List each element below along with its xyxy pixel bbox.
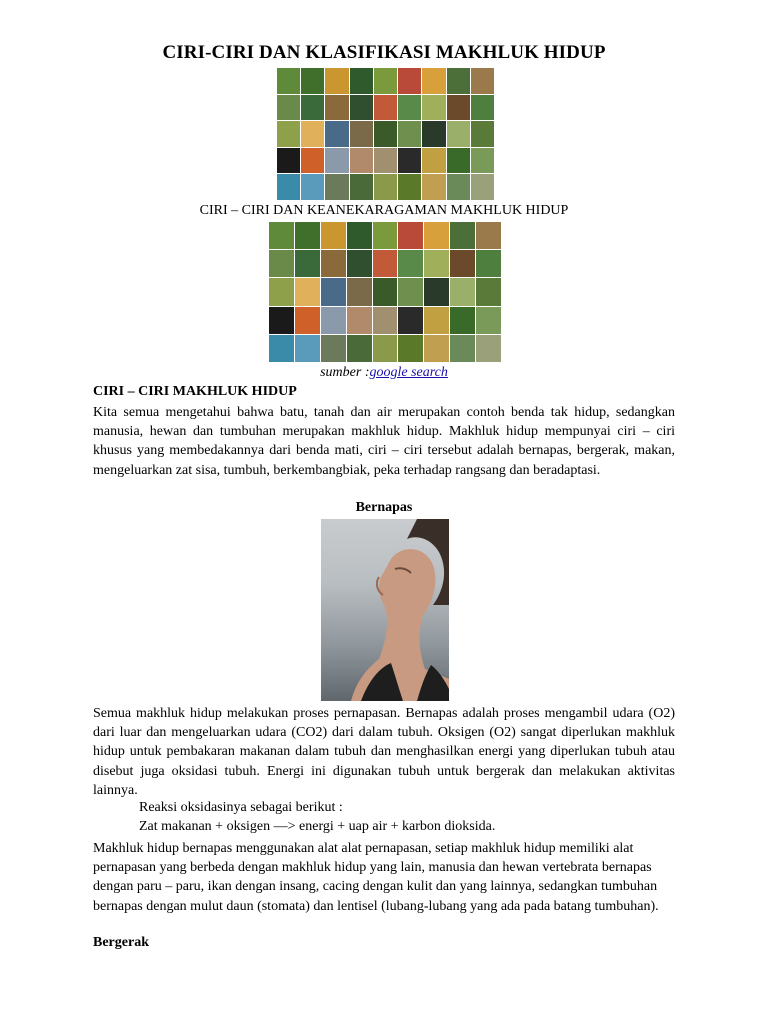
google-search-link[interactable]: google search (369, 365, 448, 380)
breathing-woman-illustration (321, 519, 449, 701)
reaction-intro: Reaksi oksidasinya sebagai berikut : (139, 800, 343, 815)
biodiversity-collage-image (277, 68, 494, 200)
document-title: CIRI-CIRI DAN KLASIFIKASI MAKHLUK HIDUP (162, 42, 606, 63)
source-prefix: sumber : (320, 365, 370, 380)
reaction-formula: Zat makanan + oksigen —> energi + uap air + karbon dioksida. (139, 819, 496, 834)
breathing-woman-photo (321, 519, 449, 701)
bernapas-paragraph: Semua makhluk hidup melakukan proses pernapasan. Bernapas adalah proses mengambil udara (O2) dari luar dan mengeluarkan udara (CO2) dari dalam tubuh. Oksigen (O2) sangat diperlukan makhluk hidup untuk pembakaran makanan dalam tubuh dan menghasilkan energi yang diperlukan tubuh atau disebut juga oksidasi tubuh. Energi ini digunakan tubuh untuk bergerak dan melakukan aktivitas lainnya. (93, 706, 675, 798)
image-source-caption (93, 365, 675, 381)
biodiversity-collage-image-2 (269, 222, 501, 362)
section-heading-bernapas: Bernapas (355, 500, 413, 515)
section-ciri-paragraph: Kita semua mengetahui bahwa batu, tanah dan air merupakan contoh benda tak hidup, sedangkan manusia, hewan dan tumbuhan merupakan makhluk hidup. Makhluk hidup mempunyai ciri – ciri khusus yang membedakannya dari benda mati, ciri – ciri tersebut adalah bernapas, bergerak, makan, mengeluarkan zat sisa, tumbuh, berkembangbiak, peka terhadap rangsang dan beradaptasi. (93, 405, 675, 478)
section-heading-ciri-makhluk-hidup: CIRI – CIRI MAKHLUK HIDUP (93, 384, 297, 399)
document-subtitle: CIRI – CIRI DAN KEANEKARAGAMAN MAKHLUK HIDUP (199, 203, 569, 218)
respiration-paragraph: Makhluk hidup bernapas menggunakan alat alat pernapasan, setiap makhluk hidup memiliki alat pernapasan yang berbeda dengan makhluk hidup yang lain, manusia dan hewan vertebrata bernapas dengan paru – paru, ikan dengan insang, cacing dengan kulit dan yang lainnya, sedangkan tumbuhan bernapas dengan mulut daun (stomata) dan lentisel (lubang-lubang yang ada pada batang tumbuhan). (93, 841, 659, 914)
section-heading-bergerak: Bergerak (93, 935, 149, 950)
